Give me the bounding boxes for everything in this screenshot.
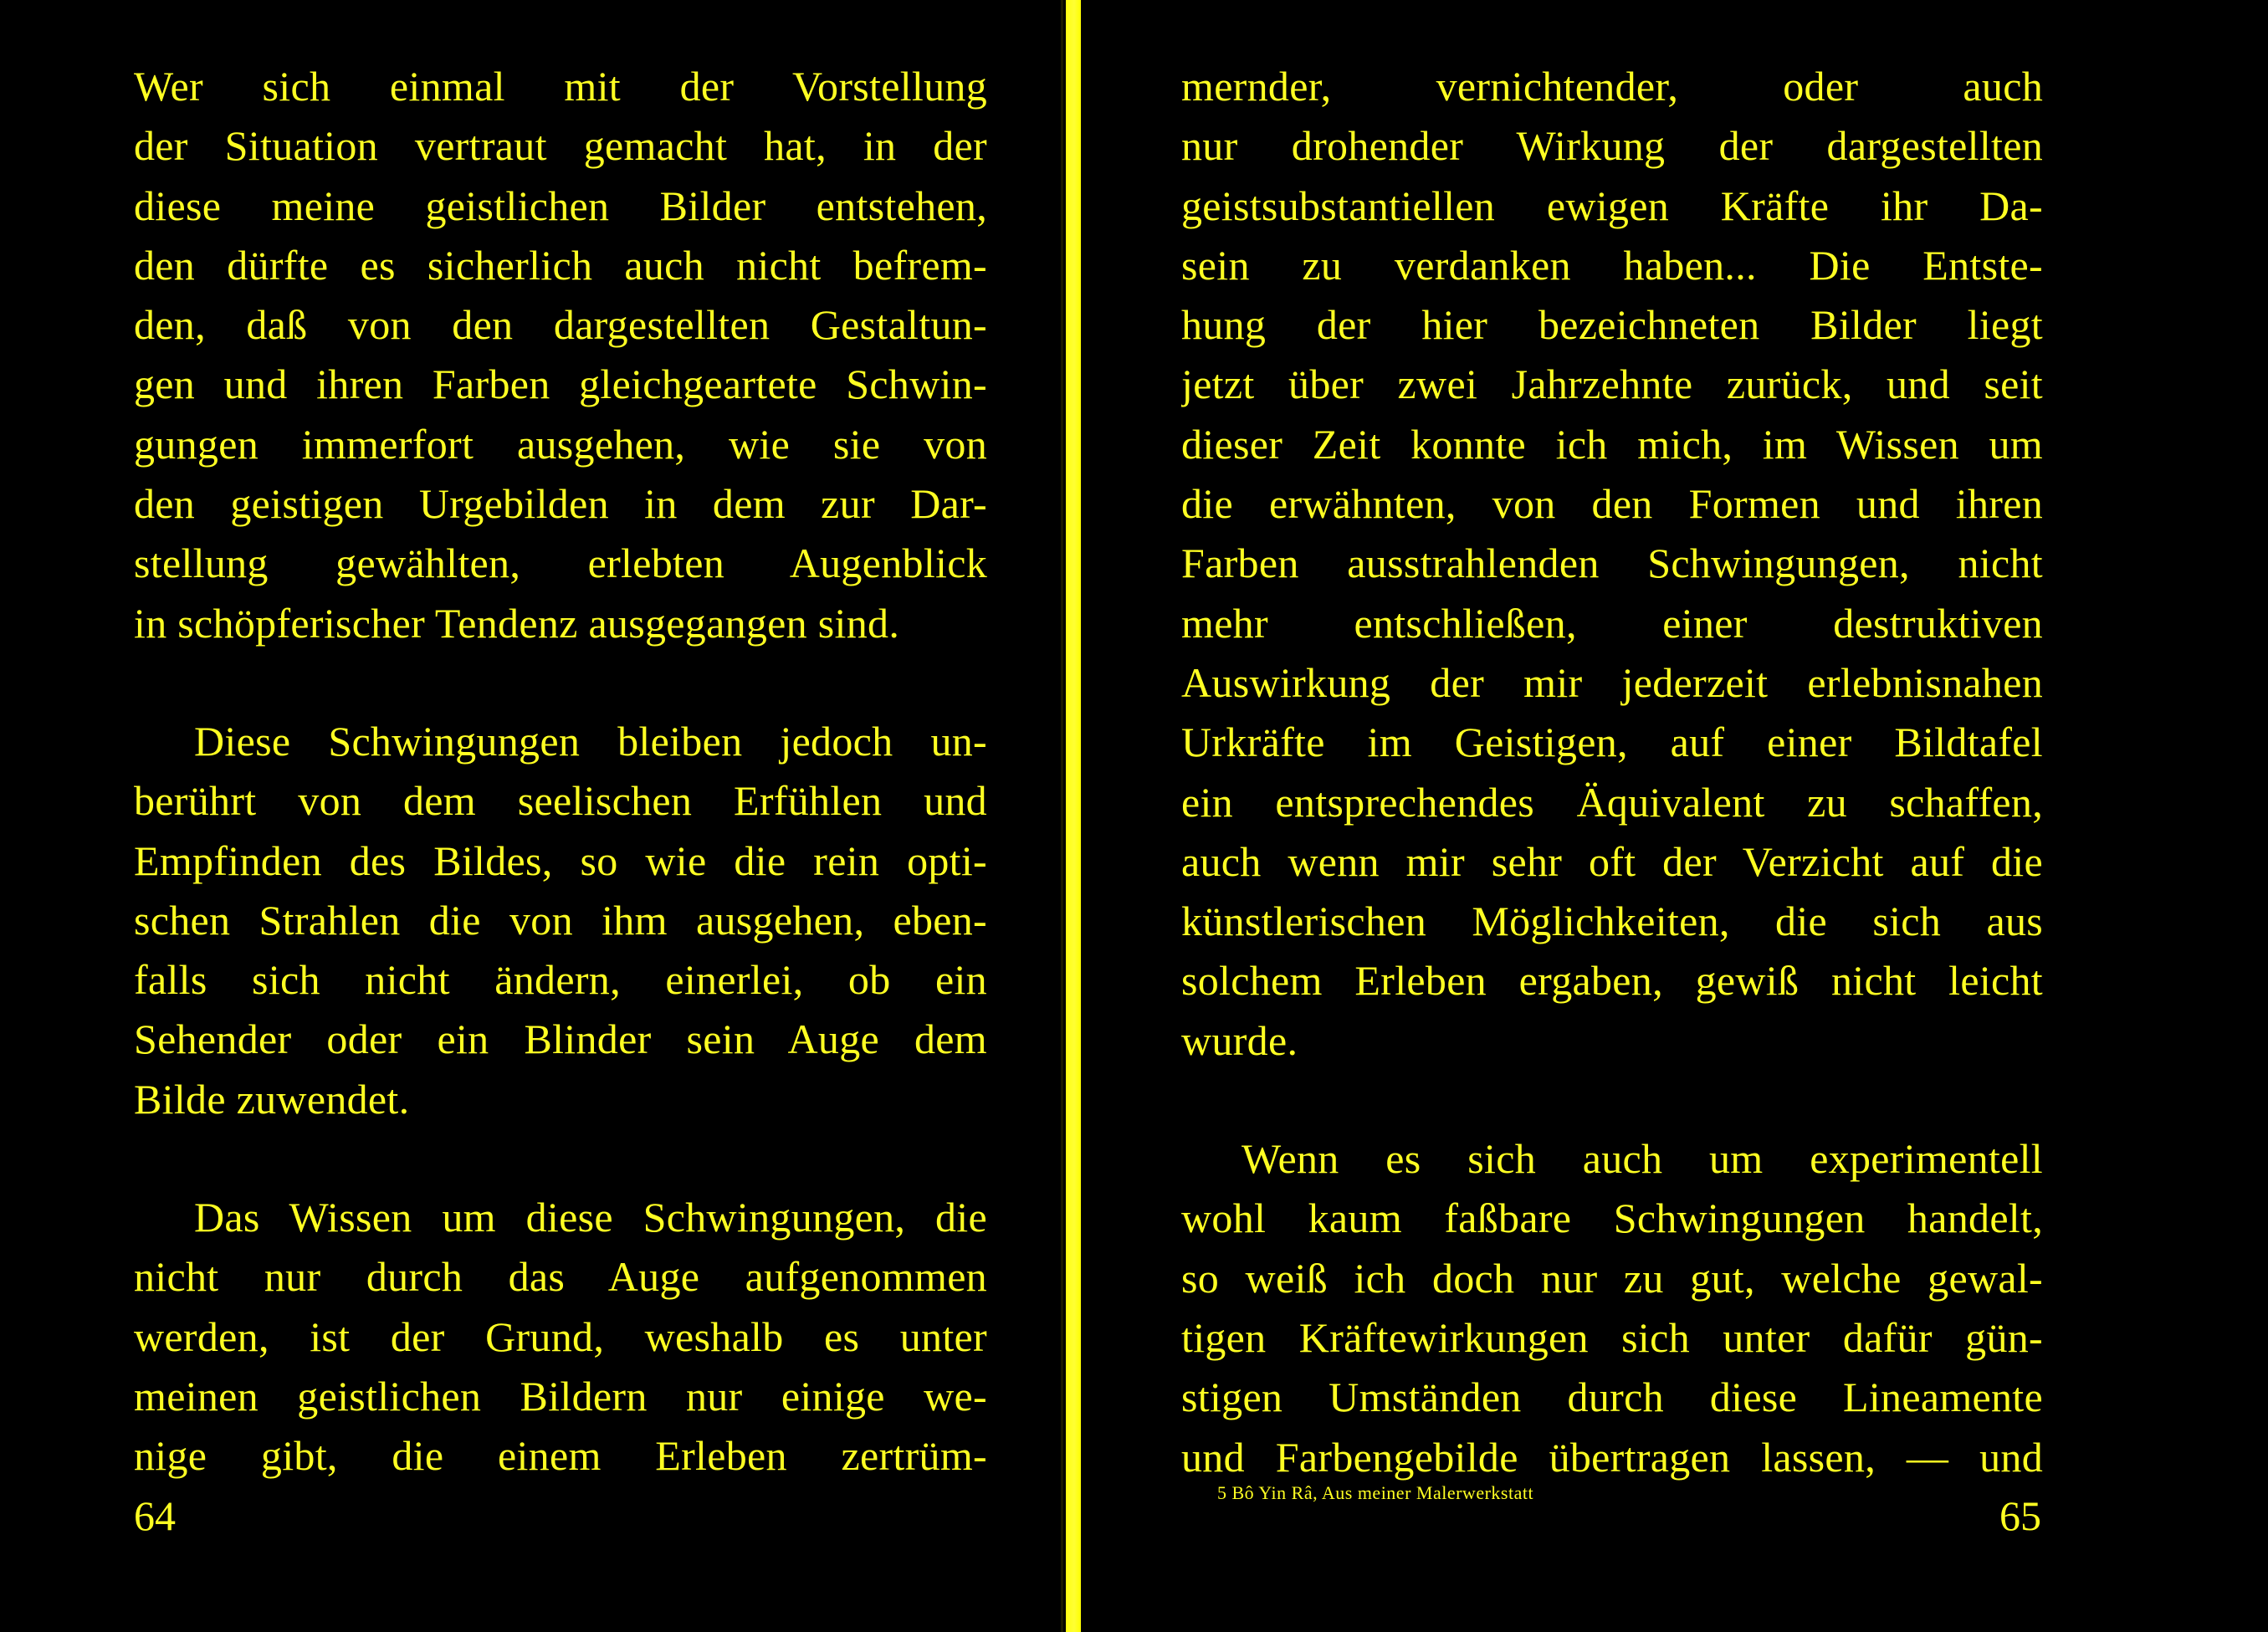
text-line: der Situation vertraut gemacht hat, in der — [134, 122, 987, 170]
text-line: Sehender oder ein Blinder sein Auge dem — [134, 1016, 987, 1063]
text-line: falls sich nicht ändern, einerlei, ob ein — [134, 956, 987, 1004]
page-number-right: 65 — [1999, 1492, 2041, 1539]
text-line: diese meine geistlichen Bilder entstehen, — [134, 182, 987, 229]
left-page-text — [134, 57, 987, 1486]
text-line: stigen Umständen durch diese Lineamente — [1181, 1374, 2043, 1421]
text-line: geistsubstantiellen ewigen Kräfte ihr Da- — [1181, 182, 2043, 229]
text-line: werden, ist der Grund, weshalb es unter — [134, 1312, 987, 1360]
text-line: den geistigen Urgebilden in dem zur Dar- — [134, 480, 987, 528]
text-line: mehr entschließen, einer destruktiven — [1181, 599, 2043, 647]
text-line: meinen geistlichen Bildern nur einige we- — [134, 1372, 987, 1420]
text-line: Diese Schwingungen bleiben jedoch un- — [194, 717, 987, 765]
text-line: stellung gewählten, erlebten Augenblick — [134, 540, 987, 587]
text-line: nicht nur durch das Auge aufgenommen — [134, 1253, 987, 1301]
text-line: gungen immerfort ausgehen, wie sie von — [134, 420, 987, 468]
book-gutter — [1059, 0, 1088, 1632]
text-line: den, daß von den dargestellten Gestaltun- — [134, 301, 987, 349]
text-line: künstlerischen Möglichkeiten, die sich aus — [1181, 898, 2043, 945]
book-signature-line: 5 Bô Yin Râ, Aus meiner Malerwerkstatt — [1217, 1482, 1534, 1503]
text-line: nur drohender Wirkung der dargestellten — [1181, 122, 2043, 170]
text-line: dieser Zeit konnte ich mich, im Wissen um — [1181, 420, 2043, 468]
text-line: die erwähnten, von den Formen und ihren — [1181, 480, 2043, 528]
text-line: in schöpferischer Tendenz ausgegangen sind. — [134, 599, 900, 647]
text-line: wurde. — [1181, 1016, 1298, 1064]
text-line: gen und ihren Farben gleichgeartete Schwin- — [134, 361, 987, 408]
text-line: auch wenn mir sehr oft der Verzicht auf die — [1181, 837, 2043, 885]
text-line: solchem Erleben ergaben, gewiß nicht leicht — [1181, 957, 2043, 1005]
text-line: Wenn es sich auch um experimentell — [1242, 1135, 2043, 1183]
text-line: jetzt über zwei Jahrzehnte zurück, und seit — [1181, 361, 2043, 408]
text-line: berührt von dem seelischen Erfühlen und — [134, 777, 987, 825]
text-line: schen Strahlen die von ihm ausgehen, eben- — [134, 896, 987, 944]
text-line: tigen Kräftewirkungen sich unter dafür gün- — [1181, 1313, 2043, 1361]
paragraph-gap — [134, 653, 987, 712]
left-page — [0, 0, 1059, 1632]
text-line: Bilde zuwendet. — [134, 1075, 410, 1123]
text-line: den dürfte es sicherlich auch nicht befrem- — [134, 241, 987, 289]
page-number-left: 64 — [134, 1492, 176, 1539]
text-line: Auswirkung der mir jederzeit erlebnisnahen — [1181, 658, 2043, 706]
text-line: mernder, vernichtender, oder auch — [1181, 63, 2043, 110]
text-line: wohl kaum faßbare Schwingungen handelt, — [1181, 1195, 2043, 1242]
text-line: hung der hier bezeichneten Bilder liegt — [1181, 301, 2043, 349]
right-page-text — [1181, 57, 2043, 1487]
text-line: Empfinden des Bildes, so wie die rein opti- — [134, 836, 987, 884]
text-line: Farben ausstrahlenden Schwingungen, nicht — [1181, 540, 2043, 587]
text-line: nige gibt, die einem Erleben zertrüm- — [134, 1432, 987, 1480]
text-line: so weiß ich doch nur zu gut, welche gewal- — [1181, 1254, 2043, 1302]
text-line: und Farbengebilde übertragen lassen, — und — [1181, 1433, 2043, 1481]
text-line: Wer sich einmal mit der Vorstellung — [134, 63, 987, 110]
text-line: Das Wissen um diese Schwingungen, die — [194, 1194, 987, 1241]
text-line: Urkräfte im Geistigen, auf einer Bildtafel — [1181, 719, 2043, 766]
right-page — [1088, 0, 2268, 1632]
text-line: sein zu verdanken haben... Die Entste- — [1181, 241, 2043, 289]
paragraph-gap — [1181, 1071, 2043, 1129]
paragraph-gap — [134, 1129, 987, 1188]
text-line: ein entsprechendes Äquivalent zu schaffen, — [1181, 778, 2043, 826]
